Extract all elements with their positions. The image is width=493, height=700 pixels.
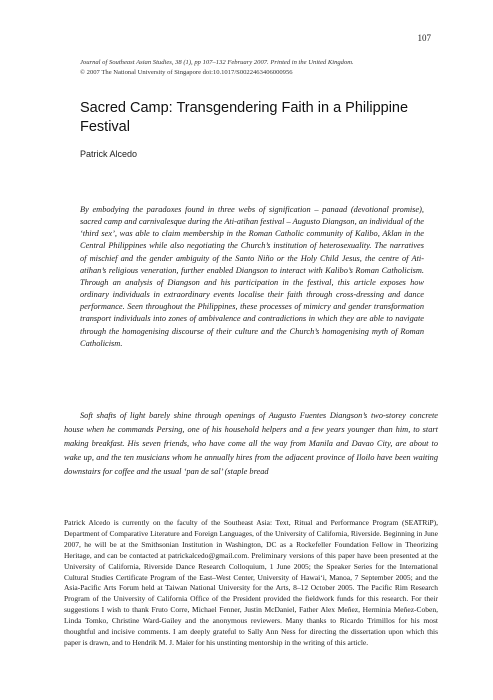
page-number: 107	[417, 33, 431, 43]
article-title: Sacred Camp: Transgendering Faith in a Philippine Festival	[80, 100, 409, 135]
journal-citation: Journal of Southeast Asian Studies, 38 (1), pp 107–132 February 2007. Printed in the United Kingdom.	[80, 59, 354, 66]
author-footnote: Patrick Alcedo is currently on the faculty of the Southeast Asia: Text, Ritual and Performance Program (SEATRiP), Department of Comparative Literature and Foreign Languages, of the University of California, Riverside. Beginning in June 2007, he will be at the Smithsonian Institution in Washington, DC as a Rockefeller Foundation Fellow in Theorizing Heritage, and can be contacted at patrickalcedo@gmail.com. Preliminary versions of this paper have been presented at the University of California, Riverside Dance Research Colloquium, 1 June 2005; the Speaker Series for the International Cultural Studies Certificate Program of the East–West Center, University of Hawai‘i, Manoa, 7 September 2005; and the Asia-Pacific Arts Forum held at Taiwan National University for the Arts, 8–12 October 2005. The Pacific Rim Research Program of the University of California Office of the President provided the fieldwork funds for this research. For their suggestions I wish to thank Fruto Corre, Michael Fenner, Justin McDaniel, Father Alex Meñez, Herminia Meñez-Coben, Linda Tomko, Christine Ward-Gailey and the anonymous reviewers. Many thanks to Ricardo Trimillos for his most thoughtful and incisive comments. I am deeply grateful to Sally Ann Ness for directing the dissertation upon which this paper is drawn, and to Hendrik M. J. Maier for his unstinting mentorship in the writing of this article.	[64, 518, 438, 647]
article-author: Patrick Alcedo	[80, 149, 138, 159]
abstract: By embodying the paradoxes found in three webs of signification – panaad (devotional promise), sacred camp and carnivalesque during the Ati-atihan festival – Augusto Diangson, an individual of the ‘third sex’, was able to claim membership in the Roman Catholic community of Kalibo, Aklan in the Central Philippines while also negotiating the Church’s institution of heterosexuality. The narratives of mischief and the gender ambiguity of the Santo Niño or the Holy Child Jesus, the centre of Ati-atihan’s religious veneration, further enabled Diangson to interact with Kalibo’s Roman Catholicism. Through an analysis of Diangson and his participation in the festival, this article exposes how ordinary individuals in extraordinary events localise their faith through cross-dressing and dance performance. Seen throughout the Philippines, these processes of mimicry and gender transformation transport individuals into zones of ambivalence and contradictions in which they are able to navigate through the homogenising discourse of their culture and the Church’s homogenising myth of Roman Catholicism.	[80, 205, 424, 348]
journal-meta	[80, 58, 440, 78]
body-paragraph: Soft shafts of light barely shine through openings of Augusto Fuentes Diangson’s two-storey concrete house when he commands Persing, one of his household helpers and a few years younger than him, to start making breakfast. His seven friends, who have come all the way from Manila and Davao City, are about to wake up, and the ten musicians whom he annually hires from the adjacent province of Iloilo have been waiting downstairs for coffee and the usual ‘pan de sal’ (staple bread	[64, 411, 438, 477]
journal-copyright: © 2007 The National University of Singapore doi:10.1017/S0022463406000956	[80, 69, 293, 76]
